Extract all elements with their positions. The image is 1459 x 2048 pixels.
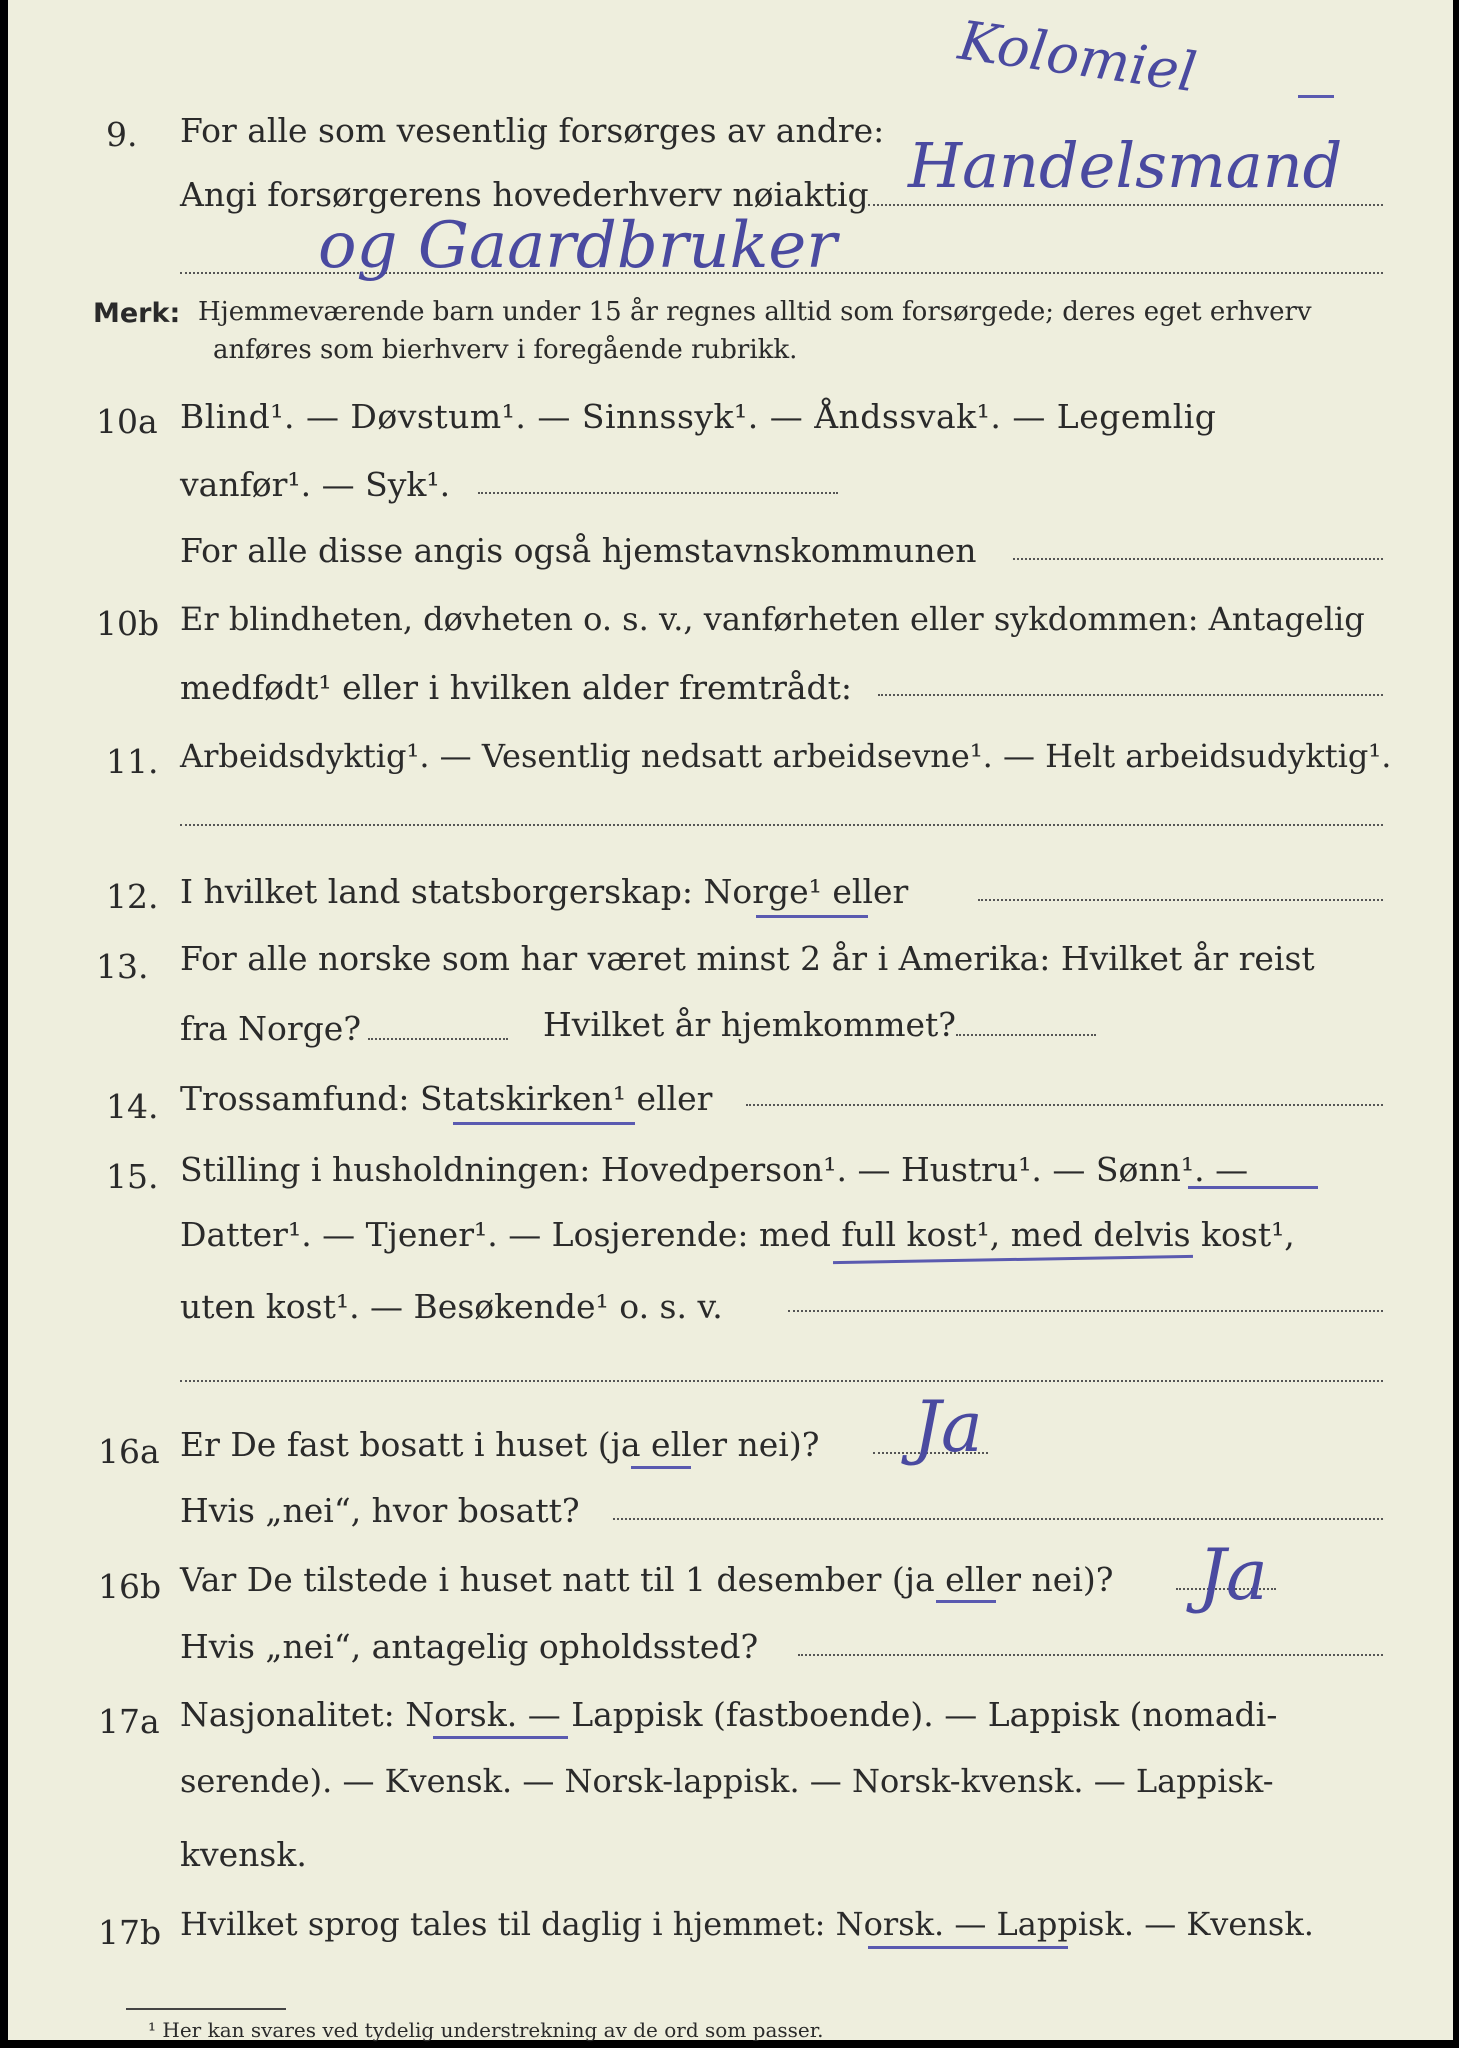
q16b-opholdssted-line bbox=[798, 1654, 1383, 1656]
q15-line1: Stilling i husholdningen: Hovedperson¹. — Hustru¹. — Sønn¹. — bbox=[180, 1150, 1249, 1189]
q10b-line2: medfødt¹ eller i hvilken alder fremtrådt: bbox=[180, 668, 853, 707]
q17b-number: 17b bbox=[98, 1913, 162, 1952]
norsk-17b-underline bbox=[868, 1946, 1068, 1949]
q15-line2: Datter¹. — Tjener¹. — Losjerende: med full kost¹, med delvis kost¹, bbox=[180, 1215, 1295, 1254]
handwritten-dash bbox=[1298, 95, 1334, 98]
q16b-number: 16b bbox=[98, 1567, 162, 1606]
q11-number: 11. bbox=[106, 742, 159, 781]
q16b-ja-underline bbox=[936, 1600, 996, 1603]
q10a-line3: For alle disse angis også hjemstavnskommunen bbox=[180, 531, 977, 570]
q14-answer-line bbox=[746, 1104, 1383, 1106]
q15-line3: uten kost¹. — Besøkende¹ o. s. v. bbox=[180, 1287, 723, 1326]
handwritten-q16b-answer: Ja bbox=[1198, 1534, 1268, 1616]
norsk-underline bbox=[433, 1736, 568, 1739]
q16b-line1: Var De tilstede i huset natt til 1 desember (ja eller nei)? bbox=[180, 1560, 1114, 1599]
q11-line1: Arbeidsdyktig¹. — Vesentlig nedsatt arbeidsevne¹. — Helt arbeidsudyktig¹. bbox=[180, 737, 1392, 775]
q17b-line1: Hvilket sprog tales til daglig i hjemmet: Norsk. — Lappisk. — Kvensk. bbox=[180, 1905, 1314, 1943]
q10b-answer-line bbox=[878, 694, 1383, 696]
handwritten-occupation-2: og Gaardbruker bbox=[318, 209, 837, 283]
handwritten-place-name: Kolomiel bbox=[954, 8, 1201, 105]
q16a-number: 16a bbox=[98, 1432, 160, 1471]
q16a-ja-underline bbox=[631, 1466, 691, 1469]
merk-line1: Hjemmeværende barn under 15 år regnes alltid som forsørgede; deres eget erhverv bbox=[198, 297, 1312, 327]
q16a-bosatt-line bbox=[613, 1518, 1383, 1520]
q9-line2: Angi forsørgerens hovederhverv nøiaktig bbox=[180, 175, 869, 214]
q10b-number: 10b bbox=[96, 604, 160, 643]
q13-line2b: Hvilket år hjemkommet? bbox=[543, 1005, 956, 1044]
merk-label: Merk: bbox=[93, 298, 181, 329]
q15-answer-line bbox=[788, 1310, 1383, 1312]
census-form-page bbox=[8, 0, 1453, 2040]
q17a-line3: kvensk. bbox=[180, 1835, 307, 1874]
q13-line1: For alle norske som har været minst 2 år i Amerika: Hvilket år reist bbox=[180, 939, 1315, 978]
q11-answer-line bbox=[180, 824, 1383, 826]
q17a-line2: serende). — Kvensk. — Norsk-lappisk. — Norsk-kvensk. — Lappisk- bbox=[180, 1762, 1274, 1800]
q12-number: 12. bbox=[106, 877, 159, 916]
q10a-line2: vanfør¹. — Syk¹. bbox=[180, 465, 451, 504]
q17a-line1: Nasjonalitet: Norsk. — Lappisk (fastboende). — Lappisk (nomadi- bbox=[180, 1695, 1278, 1734]
q13-number: 13. bbox=[96, 947, 149, 986]
q10a-line1: Blind¹. — Døvstum¹. — Sinnssyk¹. — Åndssvak¹. — Legemlig bbox=[180, 397, 1217, 436]
footnote-text: ¹ Her kan svares ved tydelig understrekning av de ord som passer. bbox=[148, 2018, 824, 2042]
q13-hjemkommet-line bbox=[956, 1034, 1096, 1036]
statskirken-underline bbox=[453, 1122, 635, 1125]
q13-line2a: fra Norge? bbox=[180, 1009, 362, 1048]
q10b-line1: Er blindheten, døvheten o. s. v., vanførheten eller sykdommen: Antagelig bbox=[180, 600, 1365, 638]
sonn-underline bbox=[1188, 1186, 1318, 1189]
q16a-line1: Er De fast bosatt i huset (ja eller nei)? bbox=[180, 1425, 820, 1464]
q17a-number: 17a bbox=[98, 1702, 160, 1741]
handwritten-q16a-answer: Ja bbox=[913, 1386, 983, 1468]
norge-underline bbox=[756, 915, 868, 918]
q15-number: 15. bbox=[106, 1157, 159, 1196]
q15-answer-line-2 bbox=[180, 1380, 1383, 1382]
q12-answer-line bbox=[978, 899, 1383, 901]
merk-line2: anføres som bierhverv i foregående rubrikk. bbox=[213, 335, 798, 365]
q9-answer-line bbox=[868, 204, 1383, 206]
q9-number: 9. bbox=[106, 115, 138, 154]
q13-reist-line bbox=[368, 1038, 508, 1040]
footnote-rule bbox=[126, 2008, 286, 2010]
q10a-number: 10a bbox=[96, 402, 158, 441]
q12-line1: I hvilket land statsborgerskap: Norge¹ eller bbox=[180, 872, 909, 911]
q16a-line2: Hvis „nei“, hvor bosatt? bbox=[180, 1491, 580, 1530]
q10a-answer-line bbox=[478, 492, 838, 494]
q9-line1: For alle som vesentlig forsørges av andre: bbox=[180, 111, 885, 150]
q16b-line2: Hvis „nei“, antagelig opholdssted? bbox=[180, 1627, 759, 1666]
full-kost-underline bbox=[833, 1255, 1193, 1264]
handwritten-occupation-1: Handelsmand bbox=[908, 129, 1343, 202]
q14-number: 14. bbox=[106, 1087, 159, 1126]
q14-line1: Trossamfund: Statskirken¹ eller bbox=[180, 1079, 713, 1118]
q10a-hjemstavn-line bbox=[1013, 558, 1383, 560]
